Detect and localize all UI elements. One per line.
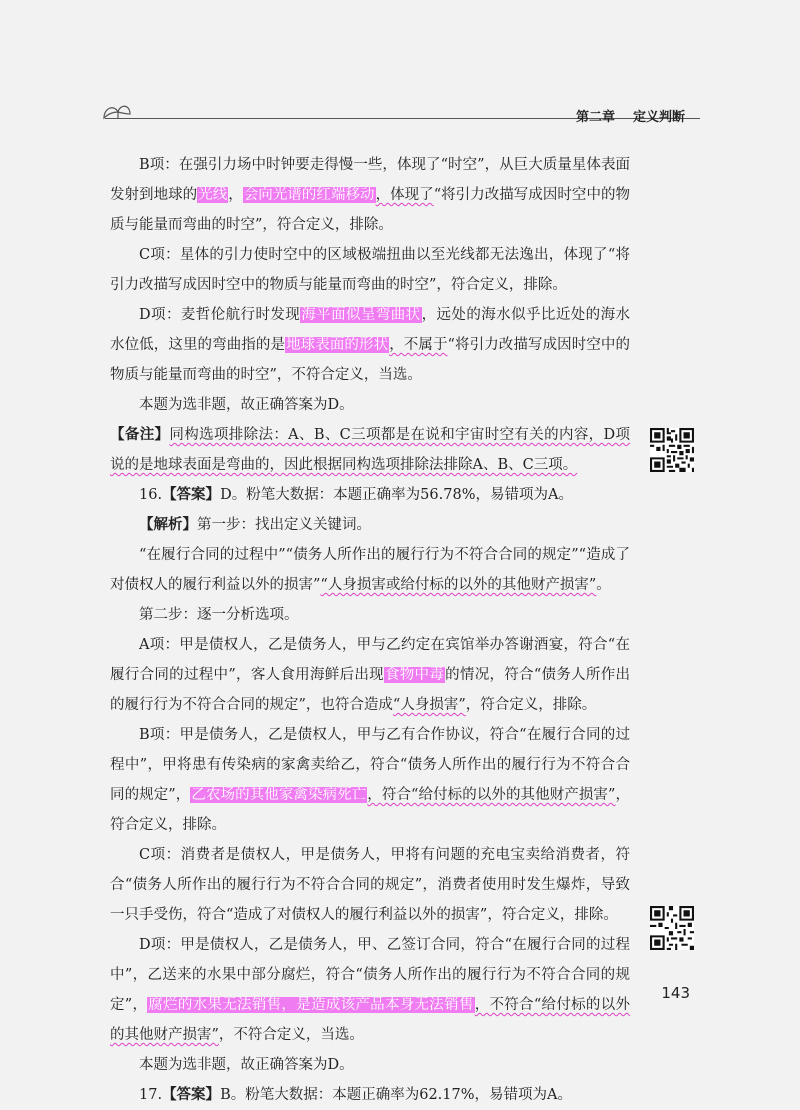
underline: ，不符合“给付标的以外的其他财产损害” — [110, 997, 631, 1043]
highlight: 海平面似呈弯曲状 — [301, 307, 421, 323]
text: A项：甲是债权人，乙是债务人，甲与乙约定在宾馆举办答谢酒宴，符合“在履行合同的过程中”，客人食用海鲜后出现 — [110, 637, 630, 683]
text: ，符合定义，排除。 — [110, 787, 630, 833]
paragraph: 本题为选非题，故正确答案为D。 — [139, 397, 354, 413]
underline: 同构选项排除法：A、B、C三项都是在说和宇宙时空有关的内容，D项说的是地球表面是弯曲的，因此根据同构选项排除法排除A、B、C三项。 — [110, 427, 630, 473]
paragraph: C项：星体的引力使时空中的区域极端扭曲以至光线都无法逸出，体现了“将引力改描写成因时空中的物质与能量而弯曲的时空”，符合定义，排除。 — [110, 247, 630, 293]
highlight: 食物中毒 — [384, 667, 445, 683]
question-number: 17. — [139, 1087, 163, 1103]
text: ，符合定义，排除。 — [465, 697, 597, 713]
highlight: 会向光谱的红端移动 — [243, 187, 375, 203]
chapter-title: 定义判断 — [633, 110, 686, 125]
highlight: 光线 — [198, 187, 228, 203]
text: 第一步：找出定义关键词。 — [197, 517, 371, 533]
answer-label: 【答案】 — [162, 1086, 221, 1103]
paragraph: 本题为选非题，故正确答案为D。 — [139, 1057, 354, 1073]
underline: “人身损害或给付标的以外的其他财产损害” — [320, 577, 597, 593]
paragraph: C项：消费者是债权人，甲是债务人，甲将有问题的充电宝卖给消费者，符合“债务人所作出的履行行为不符合合同的规定”，消费者使用时发生爆炸，导致一只手受伤，符合“造成了对债权人的履行利益以外的损害”，符合定义，排除。 — [110, 847, 630, 923]
page-number: 143 — [661, 984, 690, 1002]
note-label: 【备注】 — [110, 426, 170, 443]
text: 。 — [596, 577, 611, 593]
text: B项：在强引力场中时钟要走得慢一些，体现了“时空”，从巨大质量星体表面发射到地球的 — [110, 157, 630, 203]
paragraph — [110, 150, 630, 240]
paragraph — [110, 630, 630, 720]
paragraph — [110, 300, 630, 390]
answer-line — [110, 480, 630, 510]
text: 的情况，符合“债务人所作出的履行行为不符合合同的规定”，也符合造成 — [110, 667, 631, 713]
leaf-ornament-icon — [100, 100, 134, 124]
text: “将引力改描写成因时空中的物质与能量而弯曲的时空”，符合定义，排除。 — [110, 187, 630, 233]
text: B项：甲是债务人，乙是债权人，甲与乙有合作协议，符合“在履行合同的过程中”，甲将患有传染病的家禽卖给乙，符合“债务人所作出的履行行为不符合合同的规定”， — [110, 727, 630, 803]
underline: ，不属于 — [389, 337, 448, 353]
text: ，远处的海水似乎比近处的海水水位低，这里的弯曲指的是 — [110, 307, 631, 353]
question-number: 16. — [139, 487, 163, 503]
text: ，不符合定义，当选。 — [218, 1027, 364, 1043]
chapter-header — [576, 106, 685, 125]
text: “将引力改描写成因时空中的物质与能量而弯曲的时空”，不符合定义，当选。 — [110, 337, 631, 383]
answer-line — [110, 1080, 630, 1110]
paragraph — [110, 930, 630, 1050]
text: D项：麦哲伦航行时发现 — [139, 307, 301, 323]
page-body — [110, 150, 630, 1110]
highlight: 乙农场的其他家禽染病死亡 — [191, 787, 367, 803]
qr-code-icon[interactable] — [650, 428, 694, 472]
underline: ，符合“给付标的以外的其他财产损害” — [367, 787, 616, 803]
analysis-label: 【解析】 — [139, 516, 197, 533]
paragraph — [110, 510, 630, 540]
paragraph: 第二步：逐一分析选项。 — [139, 607, 299, 623]
underline: ，体现了 — [375, 187, 434, 203]
text: ， — [228, 187, 243, 203]
highlight: 地球表面的形状 — [286, 337, 389, 353]
underline: “人身损害” — [392, 697, 466, 713]
text: B。粉笔大数据：本题正确率为62.17%，易错项为A。 — [220, 1087, 572, 1103]
highlight: 腐烂的水果无法销售，是造成该产品本身无法销售 — [148, 997, 474, 1013]
text: D项：甲是债权人，乙是债务人，甲、乙签订合同，符合“在履行合同的过程中”，乙送来的水果中部分腐烂，符合“债务人所作出的履行行为不符合合同的规定”， — [110, 937, 630, 1013]
paragraph — [110, 720, 630, 840]
paragraph — [110, 540, 630, 600]
paragraph-note — [110, 420, 630, 480]
chapter-number: 第二章 — [576, 110, 616, 125]
text: D。粉笔大数据：本题正确率为56.78%，易错项为A。 — [220, 487, 573, 503]
qr-code-icon[interactable] — [650, 906, 694, 950]
text: “在履行合同的过程中”“债务人所作出的履行行为不符合合同的规定”“造成了对债权人的履行利益以外的损害” — [110, 547, 630, 593]
answer-label: 【答案】 — [162, 486, 221, 503]
